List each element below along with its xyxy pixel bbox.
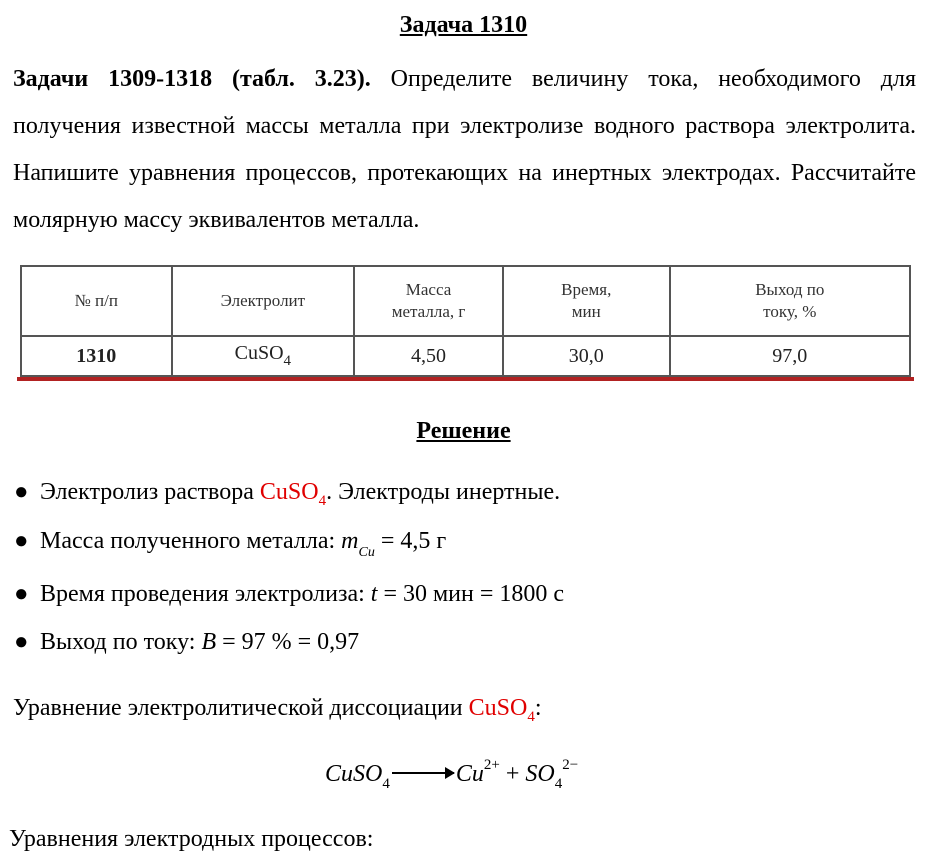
- header-time: Время, мин: [503, 266, 670, 336]
- dissociation-heading: Уравнение электролитической диссоциации CuSO$_4$:: [13, 695, 542, 725]
- bullet-dot: ●: [14, 479, 29, 505]
- bullet-dot: ●: [14, 581, 29, 607]
- cell-electrolyte: CuSO$_4$: [172, 336, 355, 376]
- solution-heading: Решение: [416, 418, 511, 444]
- header-number: № п/п: [21, 266, 172, 336]
- formula-cuso4: CuSO$_4$: [259, 479, 327, 509]
- formula-cuso4: CuSO$_4$: [468, 695, 535, 725]
- electrode-processes-heading: Уравнения электродных процессов:: [9, 826, 374, 852]
- cell-number: 1310: [21, 336, 172, 376]
- bullet-yield: ● Выход по току: B = 97 % = 0,97: [14, 629, 360, 655]
- table-row: [21, 336, 910, 376]
- bullet-dot: ●: [14, 528, 29, 554]
- cell-mass: 4,50: [354, 336, 503, 376]
- reaction-arrow-icon: [392, 772, 454, 774]
- dissociation-equation: CuSO$_4$ $Cu^{2+} + SO_4^{2-}$: [325, 757, 579, 792]
- data-table: [20, 265, 911, 377]
- problem-title: Задача 1310: [399, 12, 528, 38]
- cell-yield: 97,0: [670, 336, 910, 376]
- problem-reference: Задачи 1309-1318 (табл. 3.23).: [13, 66, 371, 92]
- bullet-dot: ●: [14, 629, 29, 655]
- table-header-row: [21, 266, 910, 336]
- cell-time: 30,0: [503, 336, 670, 376]
- header-mass: Масса металла, г: [354, 266, 503, 336]
- header-yield: Выход по току, %: [670, 266, 910, 336]
- bullet-electrolysis: ● Электролиз раствора CuSO$_4$. Электроды инертные.: [14, 479, 561, 509]
- header-electrolyte: Электролит: [172, 266, 355, 336]
- bullet-time: ● Время проведения электролиза: t = 30 мин = 1800 с: [14, 581, 565, 607]
- bullet-mass: ● Масса полученного металла: $m_{Cu} = 4,5$ г: [14, 528, 447, 560]
- problem-text: Определите величину тока, необходимого для получения известной массы металла при электролизе водного раствора электролита. Напишите уравнения процессов, протекающих на инертных электродах. Рассчитайте молярную массу эквивалентов металла.: [13, 66, 917, 233]
- problem-statement: [13, 56, 916, 244]
- table-bottom-rule: [17, 377, 914, 381]
